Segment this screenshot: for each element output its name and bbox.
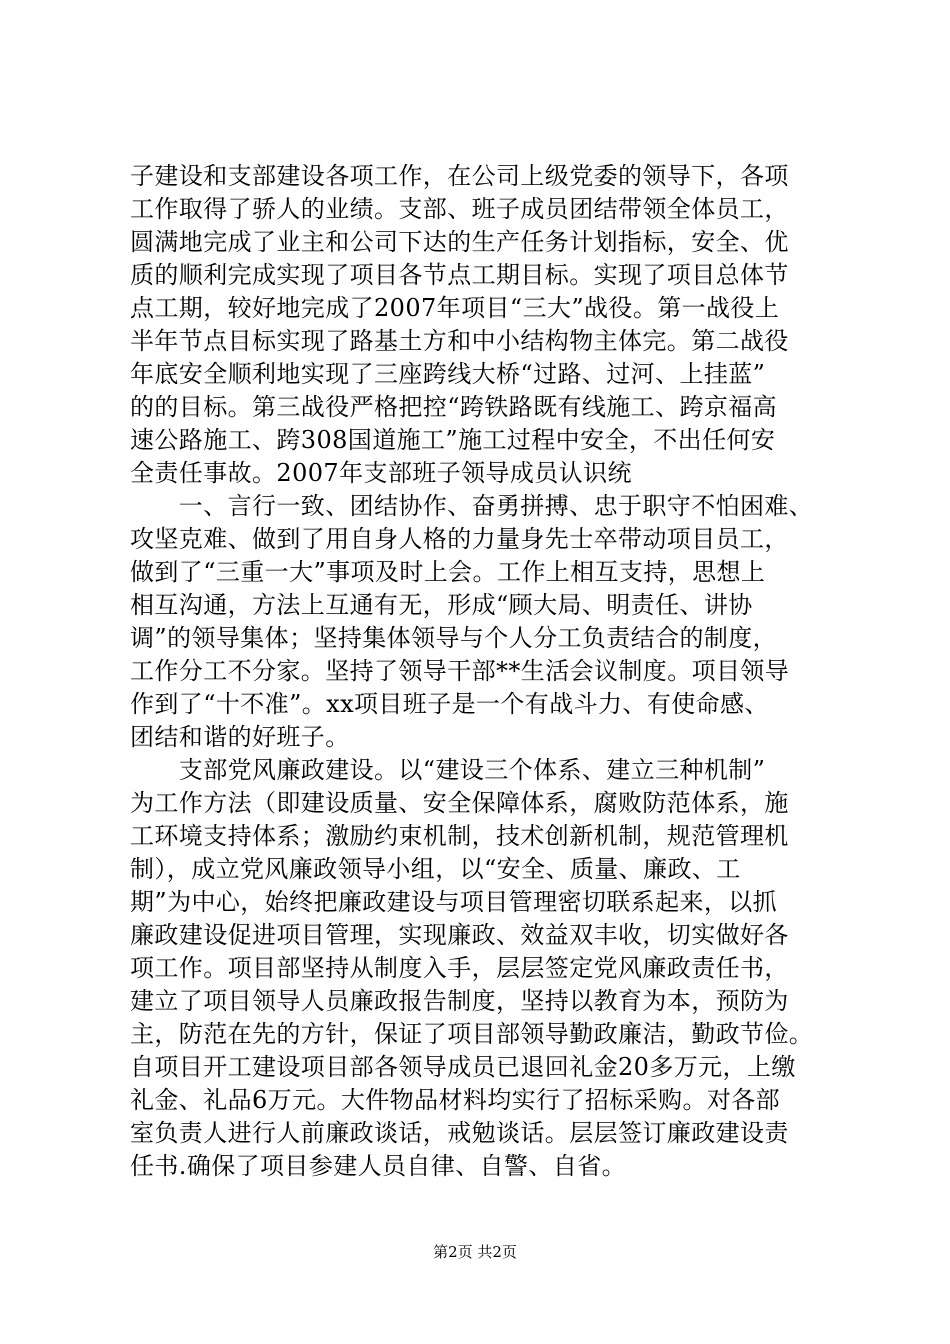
- text-line: 的的目标。第三战役严格把控“跨铁路既有线施工、跨京福高: [130, 393, 778, 421]
- text-line: 室负责人进行人前廉政谈话，戒勉谈话。层层签订廉政建设责: [130, 1119, 789, 1147]
- text-line: 自项目开工建设项目部各领导成员已退回礼金20多万元，上缴: [130, 1053, 796, 1081]
- text-line: 工作分工不分家。坚持了领导干部**生活会议制度。项目领导: [130, 657, 790, 685]
- text-line: 制），成立党风廉政领导小组，以“安全、质量、廉政、工: [130, 855, 741, 883]
- text-line: 作到了“十不准”。xx项目班子是一个有战斗力、有使命感、: [130, 690, 769, 718]
- page-footer: 第2页 共2页: [433, 1243, 517, 1261]
- text-line: 一、言行一致、团结协作、奋勇拼搏、忠于职守不怕困难、: [130, 492, 814, 520]
- text-line: 支部党风廉政建设。以“建设三个体系、建立三种机制”: [130, 756, 766, 784]
- text-line: 任书.确保了项目参建人员自律、自警、自省。: [130, 1152, 627, 1180]
- text-line: 相互沟通，方法上互通有无，形成“顾大局、明责任、讲协: [130, 591, 753, 619]
- text-line: 礼金、礼品6万元。大件物品材料均实行了招标采购。对各部: [130, 1086, 781, 1114]
- document-body: [130, 160, 830, 1183]
- text-line: 攻坚克难、做到了用自身人格的力量身先士卒带动项目员工，: [130, 525, 789, 553]
- text-line: 做到了“三重一大”事项及时上会。工作上相互支持，思想上: [130, 558, 766, 586]
- text-line: 质的顺利完成实现了项目各节点工期目标。实现了项目总体节: [130, 261, 789, 289]
- text-line: 工环境支持体系；激励约束机制，技术创新机制，规范管理机: [130, 822, 789, 850]
- text-line: 子建设和支部建设各项工作，在公司上级党委的领导下，各项: [130, 162, 789, 190]
- text-line: 为工作方法（即建设质量、安全保障体系，腐败防范体系，施: [130, 789, 789, 817]
- text-line: 调”的领导集体；坚持集体领导与个人分工负责结合的制度，: [130, 624, 778, 652]
- text-line: 廉政建设促进项目管理，实现廉政、效益双丰收，切实做好各: [130, 921, 789, 949]
- text-line: 半年节点目标实现了路基土方和中小结构物主体完。第二战役: [130, 327, 789, 355]
- text-line: 建立了项目领导人员廉政报告制度，坚持以教育为本，预防为: [130, 987, 789, 1015]
- text-line: 团结和谐的好班子。: [130, 723, 350, 751]
- text-line: 期”为中心，始终把廉政建设与项目管理密切联系起来，以抓: [130, 888, 778, 916]
- text-line: 点工期，较好地完成了2007年项目“三大”战役。第一战役上: [130, 294, 780, 322]
- text-line: 全责任事故。2007年支部班子领导成员认识统: [130, 459, 632, 487]
- text-line: 年底安全顺利地实现了三座跨线大桥“过路、过河、上挂蓝”: [130, 360, 766, 388]
- text-line: 主，防范在先的方针，保证了项目部领导勤政廉洁，勤政节俭。: [130, 1020, 814, 1048]
- text-line: 圆满地完成了业主和公司下达的生产任务计划指标，安全、优: [130, 228, 789, 256]
- text-line: 项工作。项目部坚持从制度入手，层层签定党风廉政责任书，: [130, 954, 789, 982]
- text-line: 工作取得了骄人的业绩。支部、班子成员团结带领全体员工，: [130, 195, 789, 223]
- text-line: 速公路施工、跨308国道施工”施工过程中安全，不出任何安: [130, 426, 776, 454]
